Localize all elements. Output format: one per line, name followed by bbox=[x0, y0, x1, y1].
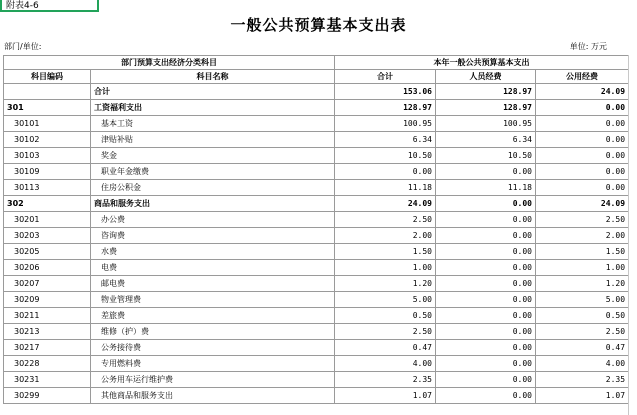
cell-name[interactable]: 住房公积金 bbox=[91, 180, 335, 196]
column-gridline bbox=[628, 55, 629, 415]
table-row[interactable] bbox=[4, 116, 629, 132]
page-title: 一般公共预算基本支出表 bbox=[230, 16, 407, 34]
cell-public[interactable]: 24.09 bbox=[536, 84, 629, 100]
cell-personnel[interactable]: 0.00 bbox=[436, 228, 536, 244]
table-row[interactable] bbox=[4, 196, 629, 212]
department-label: 部门/单位: bbox=[4, 42, 42, 51]
cell-total[interactable]: 2.35 bbox=[335, 372, 436, 388]
col-code-header: 科目编码 bbox=[4, 70, 91, 84]
table-row[interactable] bbox=[4, 100, 629, 116]
cell-name[interactable]: 专用燃料费 bbox=[91, 356, 335, 372]
cell-total[interactable]: 0.00 bbox=[335, 164, 436, 180]
cell-total[interactable]: 1.50 bbox=[335, 244, 436, 260]
table-row[interactable] bbox=[4, 164, 629, 180]
cell-total[interactable]: 2.50 bbox=[335, 324, 436, 340]
cell-personnel[interactable]: 11.18 bbox=[436, 180, 536, 196]
col-total-header: 合计 bbox=[335, 70, 436, 84]
cell-name[interactable]: 电费 bbox=[91, 260, 335, 276]
cell-code[interactable]: 30228 bbox=[4, 356, 91, 372]
cell-name[interactable]: 合计 bbox=[91, 84, 335, 100]
header-row-columns bbox=[4, 70, 629, 84]
cell-personnel[interactable]: 10.50 bbox=[436, 148, 536, 164]
cell-code[interactable]: 30211 bbox=[4, 308, 91, 324]
cell-public[interactable]: 2.00 bbox=[536, 228, 629, 244]
cell-public[interactable]: 2.50 bbox=[536, 212, 629, 228]
cell-personnel[interactable]: 0.00 bbox=[436, 372, 536, 388]
cell-total[interactable]: 2.50 bbox=[335, 212, 436, 228]
col-personnel-header: 人员经费 bbox=[436, 70, 536, 84]
cell-code[interactable]: 30213 bbox=[4, 324, 91, 340]
cell-personnel[interactable]: 0.00 bbox=[436, 276, 536, 292]
cell-name[interactable]: 水费 bbox=[91, 244, 335, 260]
cell-public[interactable]: 0.00 bbox=[536, 116, 629, 132]
cell-total[interactable]: 4.00 bbox=[335, 356, 436, 372]
cell-total[interactable]: 5.00 bbox=[335, 292, 436, 308]
cell-name[interactable]: 物业管理费 bbox=[91, 292, 335, 308]
cell-total[interactable]: 11.18 bbox=[335, 180, 436, 196]
cell-public[interactable]: 1.00 bbox=[536, 260, 629, 276]
table-row[interactable] bbox=[4, 372, 629, 388]
cell-total[interactable]: 6.34 bbox=[335, 132, 436, 148]
header-right-group: 本年一般公共预算基本支出 bbox=[335, 56, 629, 70]
table-row[interactable] bbox=[4, 148, 629, 164]
cell-personnel[interactable]: 0.00 bbox=[436, 244, 536, 260]
cell-public[interactable]: 2.50 bbox=[536, 324, 629, 340]
table-row[interactable] bbox=[4, 244, 629, 260]
table-row[interactable] bbox=[4, 276, 629, 292]
cell-code[interactable]: 30299 bbox=[4, 388, 91, 404]
cell-total[interactable]: 153.06 bbox=[335, 84, 436, 100]
cell-public[interactable]: 0.50 bbox=[536, 308, 629, 324]
cell-total[interactable]: 0.50 bbox=[335, 308, 436, 324]
cell-personnel[interactable]: 6.34 bbox=[436, 132, 536, 148]
cell-total[interactable]: 24.09 bbox=[335, 196, 436, 212]
cell-personnel[interactable]: 0.00 bbox=[436, 164, 536, 180]
cell-name[interactable]: 商品和服务支出 bbox=[91, 196, 335, 212]
cell-code[interactable]: 30113 bbox=[4, 180, 91, 196]
cell-code[interactable]: 30101 bbox=[4, 116, 91, 132]
cell-code[interactable]: 30207 bbox=[4, 276, 91, 292]
cell-personnel[interactable]: 0.00 bbox=[436, 212, 536, 228]
cell-name[interactable]: 工资福利支出 bbox=[91, 100, 335, 116]
cell-personnel[interactable]: 0.00 bbox=[436, 260, 536, 276]
cell-total[interactable]: 1.20 bbox=[335, 276, 436, 292]
cell-public[interactable]: 1.20 bbox=[536, 276, 629, 292]
cell-code[interactable]: 30209 bbox=[4, 292, 91, 308]
cell-code[interactable]: 30203 bbox=[4, 228, 91, 244]
cell-code[interactable]: 30217 bbox=[4, 340, 91, 356]
cell-personnel[interactable]: 128.97 bbox=[436, 100, 536, 116]
table-body bbox=[4, 84, 629, 404]
cell-personnel[interactable]: 0.00 bbox=[436, 196, 536, 212]
table-row[interactable] bbox=[4, 324, 629, 340]
col-public-header: 公用经费 bbox=[536, 70, 629, 84]
cell-code[interactable]: 302 bbox=[4, 196, 91, 212]
cell-personnel[interactable]: 100.95 bbox=[436, 116, 536, 132]
cell-public[interactable]: 24.09 bbox=[536, 196, 629, 212]
cell-personnel[interactable]: 128.97 bbox=[436, 84, 536, 100]
cell-name[interactable]: 办公费 bbox=[91, 212, 335, 228]
cell-name[interactable]: 其他商品和服务支出 bbox=[91, 388, 335, 404]
cell-personnel[interactable]: 0.00 bbox=[436, 308, 536, 324]
cell-public[interactable]: 5.00 bbox=[536, 292, 629, 308]
cell-personnel[interactable]: 0.00 bbox=[436, 324, 536, 340]
cell-code[interactable]: 30102 bbox=[4, 132, 91, 148]
cell-public[interactable]: 4.00 bbox=[536, 356, 629, 372]
cell-public[interactable]: 0.00 bbox=[536, 132, 629, 148]
cell-public[interactable]: 2.35 bbox=[536, 372, 629, 388]
selected-cell[interactable]: 附表4-6 bbox=[0, 0, 99, 12]
cell-code[interactable] bbox=[4, 84, 91, 100]
cell-name[interactable]: 公务用车运行维护费 bbox=[91, 372, 335, 388]
cell-total[interactable]: 0.47 bbox=[335, 340, 436, 356]
table-row[interactable] bbox=[4, 388, 629, 404]
budget-table bbox=[3, 55, 629, 404]
cell-name[interactable]: 差旅费 bbox=[91, 308, 335, 324]
table-row[interactable] bbox=[4, 132, 629, 148]
table-row[interactable] bbox=[4, 212, 629, 228]
cell-code[interactable]: 30201 bbox=[4, 212, 91, 228]
table-row[interactable] bbox=[4, 308, 629, 324]
cell-personnel[interactable]: 0.00 bbox=[436, 340, 536, 356]
col-name-header: 科目名称 bbox=[91, 70, 335, 84]
cell-public[interactable]: 0.00 bbox=[536, 180, 629, 196]
cell-total[interactable]: 2.00 bbox=[335, 228, 436, 244]
cell-name[interactable]: 维修（护）费 bbox=[91, 324, 335, 340]
cell-code[interactable]: 30103 bbox=[4, 148, 91, 164]
cell-name[interactable]: 奖金 bbox=[91, 148, 335, 164]
cell-public[interactable]: 0.00 bbox=[536, 148, 629, 164]
cell-total[interactable]: 10.50 bbox=[335, 148, 436, 164]
cell-personnel[interactable]: 0.00 bbox=[436, 292, 536, 308]
cell-public[interactable]: 0.00 bbox=[536, 164, 629, 180]
table-row[interactable] bbox=[4, 84, 629, 100]
header-row-group bbox=[4, 56, 629, 70]
cell-name[interactable]: 职业年金缴费 bbox=[91, 164, 335, 180]
unit-label: 单位: 万元 bbox=[569, 42, 607, 51]
cell-personnel[interactable]: 0.00 bbox=[436, 356, 536, 372]
cell-public[interactable]: 1.50 bbox=[536, 244, 629, 260]
header-left-group: 部门预算支出经济分类科目 bbox=[4, 56, 335, 70]
table-row[interactable] bbox=[4, 228, 629, 244]
cell-name[interactable]: 公务接待费 bbox=[91, 340, 335, 356]
cell-total[interactable]: 128.97 bbox=[335, 100, 436, 116]
table-row[interactable] bbox=[4, 292, 629, 308]
cell-code[interactable]: 30206 bbox=[4, 260, 91, 276]
cell-total[interactable]: 1.07 bbox=[335, 388, 436, 404]
table-row[interactable] bbox=[4, 180, 629, 196]
cell-public[interactable]: 0.47 bbox=[536, 340, 629, 356]
cell-code[interactable]: 30231 bbox=[4, 372, 91, 388]
table-row[interactable] bbox=[4, 356, 629, 372]
table-row[interactable] bbox=[4, 340, 629, 356]
cell-name[interactable]: 基本工资 bbox=[91, 116, 335, 132]
cell-code[interactable]: 30205 bbox=[4, 244, 91, 260]
cell-name[interactable]: 邮电费 bbox=[91, 276, 335, 292]
cell-name[interactable]: 津贴补贴 bbox=[91, 132, 335, 148]
cell-personnel[interactable]: 0.00 bbox=[436, 388, 536, 404]
cell-code[interactable]: 301 bbox=[4, 100, 91, 116]
cell-public[interactable]: 0.00 bbox=[536, 100, 629, 116]
cell-total[interactable]: 100.95 bbox=[335, 116, 436, 132]
cell-name[interactable]: 咨询费 bbox=[91, 228, 335, 244]
cell-code[interactable]: 30109 bbox=[4, 164, 91, 180]
cell-public[interactable]: 1.07 bbox=[536, 388, 629, 404]
table-row[interactable] bbox=[4, 260, 629, 276]
cell-total[interactable]: 1.00 bbox=[335, 260, 436, 276]
